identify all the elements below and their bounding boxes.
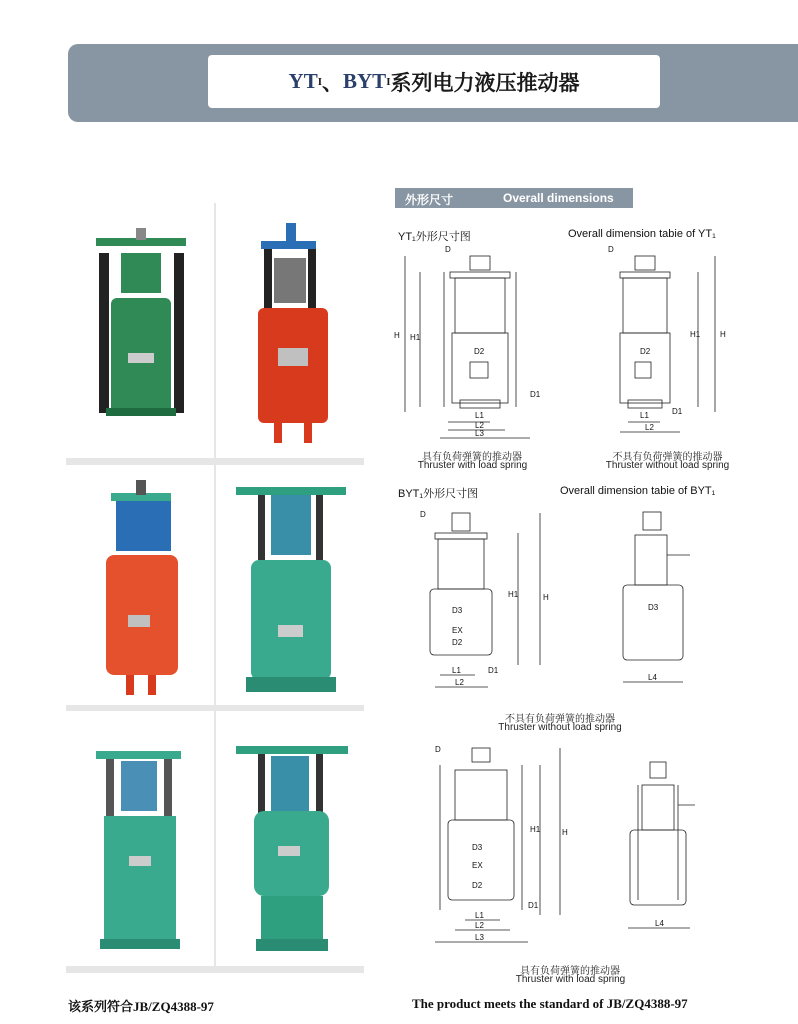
photo-teal-thruster-2 [66, 711, 214, 966]
bottom-dim-l3-label: L3 [475, 933, 484, 942]
title-sep: 、 [322, 70, 343, 95]
byt-dim-h-label: H [543, 593, 549, 602]
photo-teal-thruster-3 [216, 711, 364, 966]
title-sub2: I [386, 75, 391, 88]
byt-dim-d-label: D [420, 510, 426, 519]
byt-right-dim-l4-label: L4 [648, 673, 657, 682]
dim-h1-label-right: H1 [690, 330, 701, 339]
title-sub1: I [317, 75, 322, 88]
dim-d1-label-right: D1 [672, 407, 683, 416]
teal-thruster-3-image [216, 711, 364, 966]
dim-h-label-right: H [720, 330, 726, 339]
byt-right-drawing [615, 510, 725, 690]
photo-teal-thruster-1 [216, 465, 364, 705]
section-heading [395, 188, 633, 208]
yt-right-title: Overall dimension tabie of YT₁ [568, 228, 716, 240]
byt-dim-l2-label: L2 [455, 678, 464, 687]
byt-mid-caption-en: Thruster without load spring [498, 722, 622, 733]
section-heading-cn: 外形尺寸 [405, 193, 454, 207]
bottom-dim-d2-label: D2 [472, 881, 483, 890]
dim-h-label: H [394, 331, 400, 340]
photo-panel [66, 203, 364, 973]
bottom-dim-h-label: H [562, 828, 568, 837]
byt-bottom-caption-cn: 具有负荷弹簧的推动器 [520, 966, 620, 977]
section-heading-en: Overall dimensions [503, 191, 614, 205]
dim-l1-label: L1 [475, 411, 484, 420]
yt-right-caption-en: Thruster without load spring [605, 460, 730, 471]
byt-dim-ex-label: EX [452, 626, 463, 635]
dim-d-label-right: D [608, 245, 614, 254]
red-thruster-image [216, 203, 364, 458]
dim-l1-label-right: L1 [640, 411, 649, 420]
title-cn: 系列电力液压推动器 [390, 70, 580, 95]
dim-d2-label-right: D2 [640, 347, 651, 356]
byt-dim-d3-label: D3 [452, 606, 463, 615]
byt-dim-d2-label: D2 [452, 638, 463, 647]
byt-bottom-right-drawing [620, 760, 720, 940]
byt-left-title: BYT₁外形尺寸图 [398, 488, 479, 500]
byt-dim-d1-label: D1 [488, 666, 499, 675]
bottom-dim-d-label: D [435, 745, 441, 754]
title-byt: BYT [343, 69, 387, 93]
dim-l2-label: L2 [475, 421, 484, 430]
byt-bottom-left-drawing [410, 740, 570, 955]
yt-left-drawing [390, 242, 550, 442]
bottom-dim-ex-label: EX [472, 861, 483, 870]
photo-red-thruster [216, 203, 364, 458]
byt-bottom-caption-en: Thruster with load spring [515, 974, 626, 985]
byt-mid-caption-cn: 不具有负荷弹簧的推动器 [505, 714, 615, 725]
yt-left-caption-en: Thruster with load spring [417, 460, 528, 471]
footer-right: The product meets the standard of JB/ZQ4388-97 [412, 996, 688, 1011]
title-yt: YT [288, 69, 318, 93]
bottom-dim-d1-label: D1 [528, 901, 539, 910]
photo-red-blue-thruster [66, 465, 214, 705]
page-title [208, 55, 660, 108]
green-thruster-image [66, 203, 214, 458]
yt-right-caption-cn: 不具有负荷弹簧的推动器 [612, 452, 723, 463]
dim-d-label: D [445, 245, 451, 254]
byt-left-drawing [400, 505, 560, 700]
byt-dim-l1-label: L1 [452, 666, 461, 675]
byt-right-title: Overall dimension tabie of BYT₁ [560, 485, 716, 497]
bottom-right-dim-l4-label: L4 [655, 919, 664, 928]
dim-d2-label: D2 [474, 347, 485, 356]
yt-left-caption-cn: 具有负荷弹簧的推动器 [422, 452, 522, 463]
footer-left: 该系列符合JB/ZQ4388-97 [68, 999, 214, 1014]
teal-thruster-2-image [66, 711, 214, 966]
teal-thruster-1-image [216, 465, 364, 705]
bottom-dim-h1-label: H1 [530, 825, 541, 834]
photo-green-thruster [66, 203, 214, 458]
bottom-dim-d3-label: D3 [472, 843, 483, 852]
red-blue-thruster-image [66, 465, 214, 705]
dim-l2-label-right: L2 [645, 423, 654, 432]
dim-d1-label: D1 [530, 390, 541, 399]
byt-right-dim-d3-label: D3 [648, 603, 659, 612]
yt-left-title: YT₁外形尺寸图 [398, 231, 471, 243]
bottom-dim-l1-label: L1 [475, 911, 484, 920]
yt-right-drawing [590, 242, 740, 442]
byt-dim-h1-label: H1 [508, 590, 519, 599]
dim-l3-label: L3 [475, 429, 484, 438]
dim-h1-label: H1 [410, 333, 421, 342]
bottom-dim-l2-label: L2 [475, 921, 484, 930]
